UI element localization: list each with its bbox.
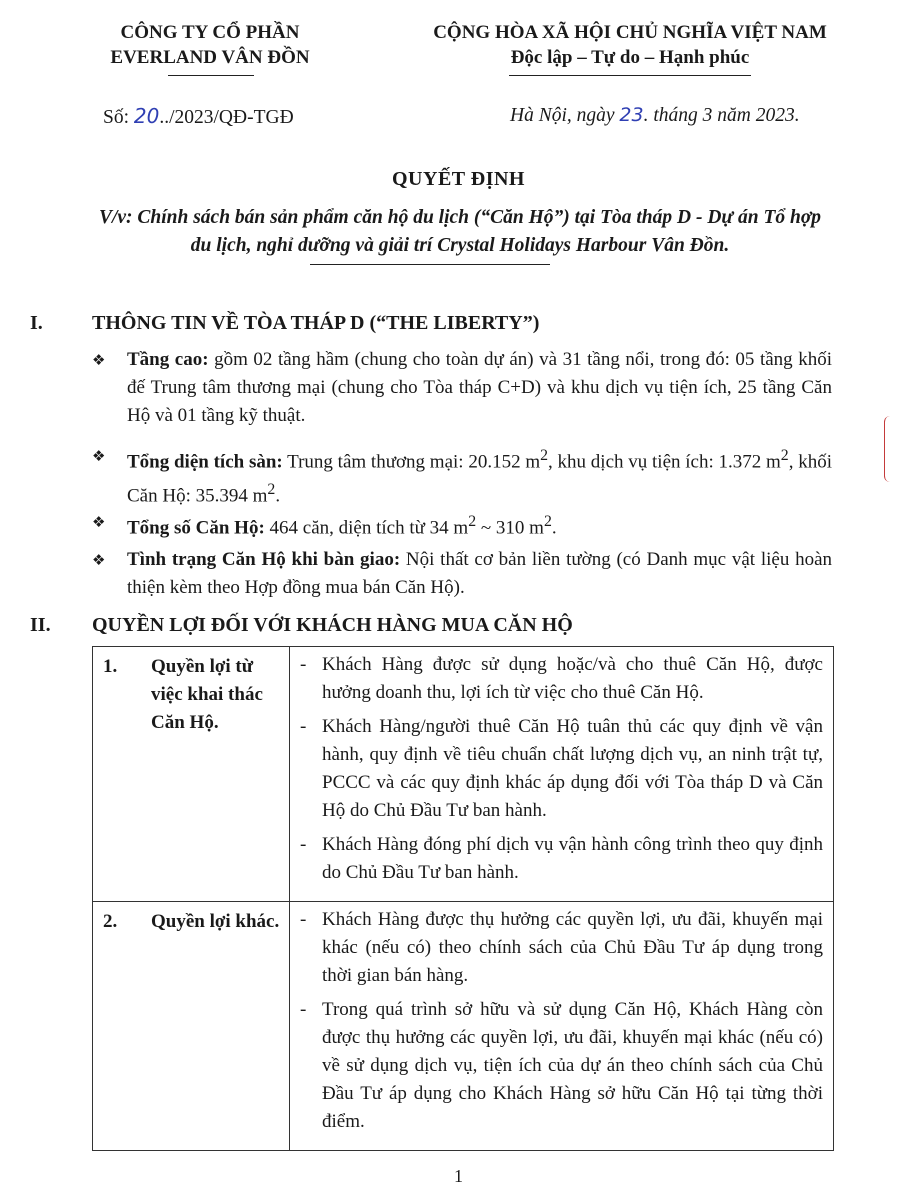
rights-table [92, 646, 834, 1151]
bullet-label: Tổng số Căn Hộ: [127, 517, 265, 539]
bullet-label: Tình trạng Căn Hộ khi bàn giao: [127, 549, 401, 570]
bullet-text: . [275, 485, 281, 507]
bullet-diamond-icon: ❖ [92, 447, 106, 465]
company-underline [168, 75, 254, 76]
dash: - [300, 654, 307, 675]
item-text: Khách Hàng/người thuê Căn Hộ tuân thủ các quy định về vận hành, quy định về tiêu chuẩn chất lượng dịch vụ, an ninh trật tự, PCCC và các quy định khác áp dụng đối với Tòa tháp D và Căn Hộ do Chủ Đầu Tư ban hành. [322, 716, 823, 821]
superscript: 2 [540, 447, 549, 464]
bullet-text: ~ 310 m [476, 517, 544, 539]
table-row [93, 647, 834, 902]
subject-line-1: V/v: Chính sách bán sản phẩm căn hộ du lịch (“Căn Hộ”) tại Tòa tháp D - Dự án Tổ hợp [98, 207, 822, 228]
superscript: 2 [543, 513, 552, 530]
bullet-text: Trung tâm thương mại: 20.152 m [282, 451, 541, 473]
bullet-floor-area [92, 442, 832, 511]
bullet-diamond-icon: ❖ [92, 513, 106, 531]
subject-underline [310, 264, 550, 265]
superscript: 2 [267, 481, 276, 499]
list-item [296, 906, 823, 990]
row-label: Quyền lợi từ việc khai thác Căn Hộ. [143, 647, 290, 902]
place-date-suffix: . tháng 3 năm 2023. [643, 105, 800, 126]
motto-underline [509, 75, 751, 76]
item-text: Khách Hàng đóng phí dịch vụ vận hành công trình theo quy định do Chủ Đầu Tư ban hành. [322, 834, 823, 883]
bullet-text: , khu dịch vụ tiện ích: 1.372 m [548, 451, 781, 473]
list-item [296, 651, 823, 707]
company-line-2: EVERLAND VÂN ĐỒN [110, 47, 310, 68]
item-text: Khách Hàng được sử dụng hoặc/và cho thuê Căn Hộ, được hưởng doanh thu, lợi ích từ việc cho thuê Căn Hộ. [322, 654, 823, 703]
place-date-prefix: Hà Nội, ngày [510, 105, 620, 126]
dash: - [300, 909, 307, 930]
row-label: Quyền lợi khác. [143, 902, 290, 1151]
nation-line-1: CỘNG HÒA XÃ HỘI CHỦ NGHĨA VIỆT NAM [433, 22, 827, 43]
list-item [296, 831, 823, 887]
section-2-title: QUYỀN LỢI ĐỐI VỚI KHÁCH HÀNG MUA CĂN HỘ [92, 614, 573, 636]
item-text: Trong quá trình sở hữu và sử dụng Căn Hộ, Khách Hàng còn được thụ hưởng các quyền lợi, ưu đãi, khuyến mại khác (nếu có) về sử dụng dịch vụ, tiện ích của dự án theo chính sách của Chủ Đầu Tư áp dụng cho Khách Hàng sở hữu Căn Hộ tại từng thời điểm. [322, 999, 823, 1132]
bullet-diamond-icon: ❖ [92, 351, 106, 369]
company-name [95, 20, 325, 70]
company-line-1: CÔNG TY CỔ PHẦN [120, 22, 300, 43]
doc-number-handwritten: 20 [133, 104, 160, 128]
document-number [103, 104, 294, 129]
bullet-label: Tầng cao: [127, 349, 209, 370]
table-row [93, 902, 834, 1151]
section-2-number: II. [30, 614, 51, 636]
bullet-diamond-icon: ❖ [92, 551, 106, 569]
national-motto [395, 20, 865, 70]
bullet-text: Nội thất cơ bản liền tường (có Danh mục vật liệu hoàn thiện kèm theo Hợp đồng mua bán Căn Hộ). [127, 549, 833, 598]
superscript: 2 [780, 447, 789, 464]
row-content [290, 902, 834, 1151]
nation-line-2: Độc lập – Tự do – Hạnh phúc [510, 47, 750, 68]
page-number: 1 [454, 1166, 463, 1186]
place-date [510, 104, 800, 127]
section-1-number: I. [30, 312, 43, 334]
dash: - [300, 834, 307, 855]
bullet-floors [92, 346, 832, 430]
bullet-text: gồm 02 tầng hầm (chung cho toàn dự án) và 31 tầng nổi, trong đó: 05 tầng khối đế Trung tâm thương mại (chung cho Tòa tháp C+D) và khu dịch vụ tiện ích, 25 tầng Căn Hộ và 01 tầng kỹ thuật. [127, 349, 833, 426]
subject-line-2: du lịch, nghỉ dưỡng và giải trí Crystal Holidays Harbour Vân Đồn. [190, 235, 730, 256]
bullet-label: Tổng diện tích sàn: [127, 451, 283, 473]
bullet-text: 464 căn, diện tích từ 34 m [264, 517, 469, 539]
item-text: Khách Hàng được thụ hưởng các quyền lợi, ưu đãi, khuyến mại khác (nếu có) theo chính sách của Chủ Đầu Tư áp dụng trong thời gian bán hàng. [322, 909, 823, 986]
row-content [290, 647, 834, 902]
doc-number-suffix: ../2023/QĐ-TGĐ [159, 107, 294, 128]
superscript: 2 [468, 513, 477, 530]
red-pen-mark [884, 416, 891, 482]
document-title: QUYẾT ĐỊNH [392, 168, 525, 190]
row-number: 1. [93, 647, 144, 902]
section-1-title: THÔNG TIN VỀ TÒA THÁP D (“THE LIBERTY”) [92, 312, 540, 334]
bullet-apartment-count [92, 508, 832, 542]
dash: - [300, 716, 307, 737]
row-number: 2. [93, 902, 144, 1151]
doc-number-prefix: Số: [103, 107, 134, 128]
list-item [296, 713, 823, 825]
bullet-handover-status [92, 546, 832, 602]
day-handwritten: 23 [619, 104, 644, 126]
bullet-text: , khối Căn Hộ: 35.394 m [127, 451, 832, 507]
dash: - [300, 999, 307, 1020]
document-subject [30, 204, 890, 260]
bullet-text: . [551, 517, 557, 539]
list-item [296, 996, 823, 1136]
